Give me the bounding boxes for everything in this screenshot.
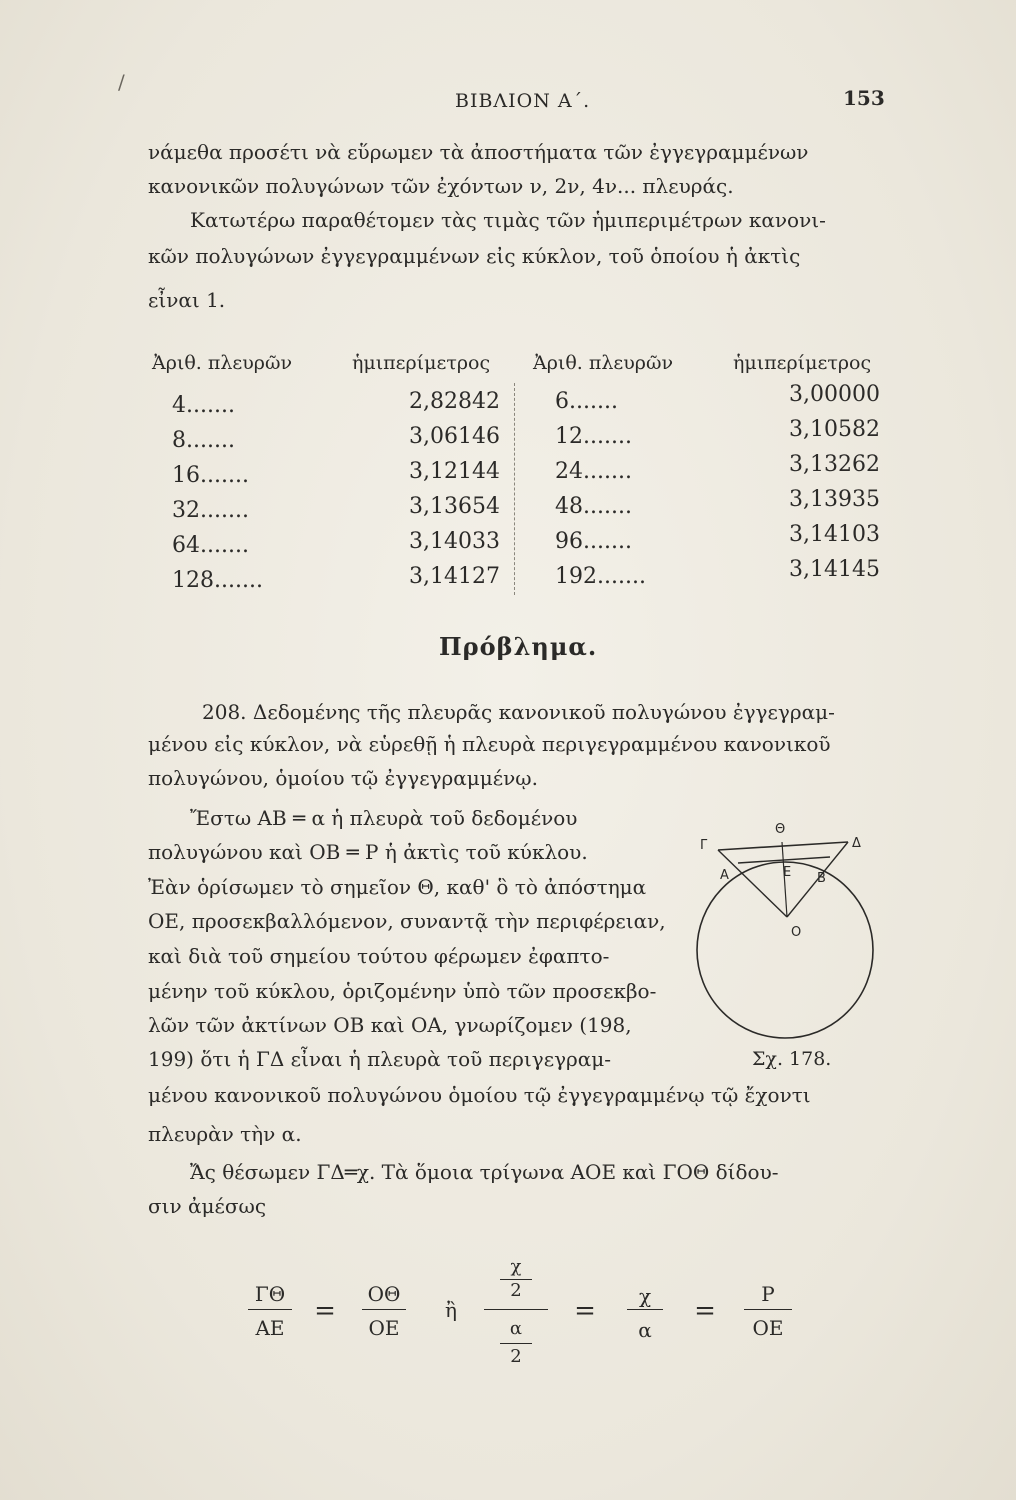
table-cell: 64....... — [172, 533, 249, 558]
text-line: πολυγώνου, ὁμοίου τῷ ἐγγεγραμμένῳ. — [148, 766, 538, 790]
eq-numerator: ΓΘ — [254, 1282, 286, 1306]
equals-sign: = — [574, 1296, 596, 1326]
table-cell: 8....... — [172, 428, 235, 453]
figure-label: Α — [720, 868, 729, 883]
text-line: μένην τοῦ κύκλου, ὁριζομένην ὑπὸ τῶν προσεκβο- — [148, 979, 657, 1003]
text-line: ΟΕ, προσεκβαλλόμενον, συναντᾷ τὴν περιφέρειαν, — [148, 909, 666, 933]
eq-denominator: α — [509, 1318, 523, 1339]
eq-numerator: χ — [510, 1256, 522, 1277]
eq-numerator: 2 — [510, 1280, 522, 1301]
text-line: σιν ἀμέσως — [148, 1194, 267, 1218]
table-cell: 3,14033 — [409, 529, 500, 554]
table-header: Ἀριθ. πλευρῶν — [533, 352, 673, 374]
table-cell: 3,14127 — [409, 564, 500, 589]
text-line: εἶναι 1. — [148, 288, 226, 312]
table-cell: 32....... — [172, 498, 249, 523]
eq-denominator: ΟΕ — [368, 1316, 400, 1340]
table-cell: 3,12144 — [409, 459, 500, 484]
text-line: κῶν πολυγώνων ἐγγεγραμμένων εἰς κύκλον, τοῦ ὁποίου ἡ ἀκτὶς — [148, 244, 801, 268]
running-header: ΒΙΒΛΙΟΝ Α΄. — [455, 90, 591, 112]
table-header: ἡμιπερίμετρος — [733, 352, 872, 374]
equals-sign: = — [694, 1296, 716, 1326]
eq-denominator: ΑΕ — [255, 1316, 285, 1340]
eq-denominator: ΟΕ — [752, 1316, 784, 1340]
text-line: καὶ διὰ τοῦ σημείου τούτου φέρωμεν ἐφαπτο- — [148, 944, 610, 968]
fraction-bar — [500, 1343, 532, 1344]
table-cell: 6....... — [555, 389, 618, 414]
text-line: κανονικῶν πολυγώνων τῶν ἐχόντων ν, 2ν, 4ν... πλευράς. — [148, 174, 734, 198]
table-cell: 192....... — [555, 564, 646, 589]
text-line: πλευρὰν τὴν α. — [148, 1122, 302, 1146]
text-line: Ἔστω ΑΒ ═ α ἡ πλευρὰ τοῦ δεδομένου — [190, 806, 578, 830]
text-line: πολυγώνου καὶ ΟΒ ═ Ρ ἡ ἀκτὶς τοῦ κύκλου. — [148, 840, 588, 864]
eq-numerator: ΟΘ — [367, 1282, 401, 1306]
section-title: Πρόβλημα. — [439, 632, 598, 661]
table-cell: 3,13262 — [789, 452, 880, 477]
or-word: ἢ — [445, 1298, 457, 1322]
figure-label: Β — [817, 871, 826, 886]
table-cell: 128....... — [172, 568, 263, 593]
figure-label: Ε — [783, 865, 792, 880]
table-divider — [514, 383, 515, 595]
figure-label: Ο — [791, 925, 802, 940]
table-header: ἡμιπερίμετρος — [352, 352, 491, 374]
geometry-figure — [690, 805, 890, 1045]
margin-mark: / — [118, 70, 125, 94]
figure-label: Δ — [852, 836, 861, 851]
table-cell: 4....... — [172, 393, 235, 418]
page-number: 153 — [843, 86, 885, 110]
table-cell: 3,13935 — [789, 487, 880, 512]
text-line: 199) ὅτι ἡ ΓΔ εἶναι ἡ πλευρὰ τοῦ περιγεγραμ- — [148, 1047, 612, 1071]
figure-caption: Σχ. 178. — [752, 1048, 832, 1070]
text-line: Ἐὰν ὁρίσωμεν τὸ σημεῖον Θ, καθ' ὃ τὸ ἀπόστημα — [148, 875, 647, 899]
table-cell: 3,00000 — [789, 382, 880, 407]
table-cell: 2,82842 — [409, 389, 500, 414]
fraction-bar — [248, 1309, 292, 1310]
text-line: 208. Δεδομένης τῆς πλευρᾶς κανονικοῦ πολυγώνου ἐγγεγραμ- — [202, 700, 835, 724]
equals-sign: = — [314, 1296, 336, 1326]
eq-denominator: 2 — [510, 1346, 522, 1367]
fraction-bar — [484, 1309, 548, 1310]
text-line: Ἄς θέσωμεν ΓΔ═χ. Τὰ ὅμοια τρίγωνα ΑΟΕ καὶ ΓΟΘ δίδου- — [190, 1160, 779, 1184]
table-cell: 16....... — [172, 463, 249, 488]
table-cell: 3,14103 — [789, 522, 880, 547]
table-cell: 3,14145 — [789, 557, 880, 582]
eq-denominator: α — [638, 1318, 652, 1342]
fraction-bar — [627, 1309, 663, 1310]
table-cell: 12....... — [555, 424, 632, 449]
text-line: μένου εἰς κύκλον, νὰ εὑρεθῇ ἡ πλευρὰ περιγεγραμμένου κανονικοῦ — [148, 732, 831, 756]
table-cell: 3,06146 — [409, 424, 500, 449]
table-cell: 3,10582 — [789, 417, 880, 442]
table-header: Ἀριθ. πλευρῶν — [152, 352, 292, 374]
text-line: λῶν τῶν ἀκτίνων ΟΒ καὶ ΟΑ, γνωρίζομεν (198, — [148, 1013, 632, 1037]
text-line: νάμεθα προσέτι νὰ εὕρωμεν τὰ ἀποστήματα τῶν ἐγγεγραμμένων — [148, 140, 809, 164]
table-cell: 3,13654 — [409, 494, 500, 519]
figure-label: Γ — [700, 838, 708, 853]
table-cell: 96....... — [555, 529, 632, 554]
fraction-bar — [744, 1309, 792, 1310]
eq-numerator: χ — [638, 1284, 652, 1308]
fraction-bar — [362, 1309, 406, 1310]
table-cell: 48....... — [555, 494, 632, 519]
eq-numerator: Ρ — [761, 1282, 775, 1306]
figure-label: Θ — [775, 822, 786, 837]
text-line: Κατωτέρω παραθέτομεν τὰς τιμὰς τῶν ἡμιπεριμέτρων κανονι- — [190, 208, 826, 232]
table-cell: 24....... — [555, 459, 632, 484]
text-line: μένου κανονικοῦ πολυγώνου ὁμοίου τῷ ἐγγεγραμμένῳ τῷ ἔχοντι — [148, 1083, 811, 1107]
